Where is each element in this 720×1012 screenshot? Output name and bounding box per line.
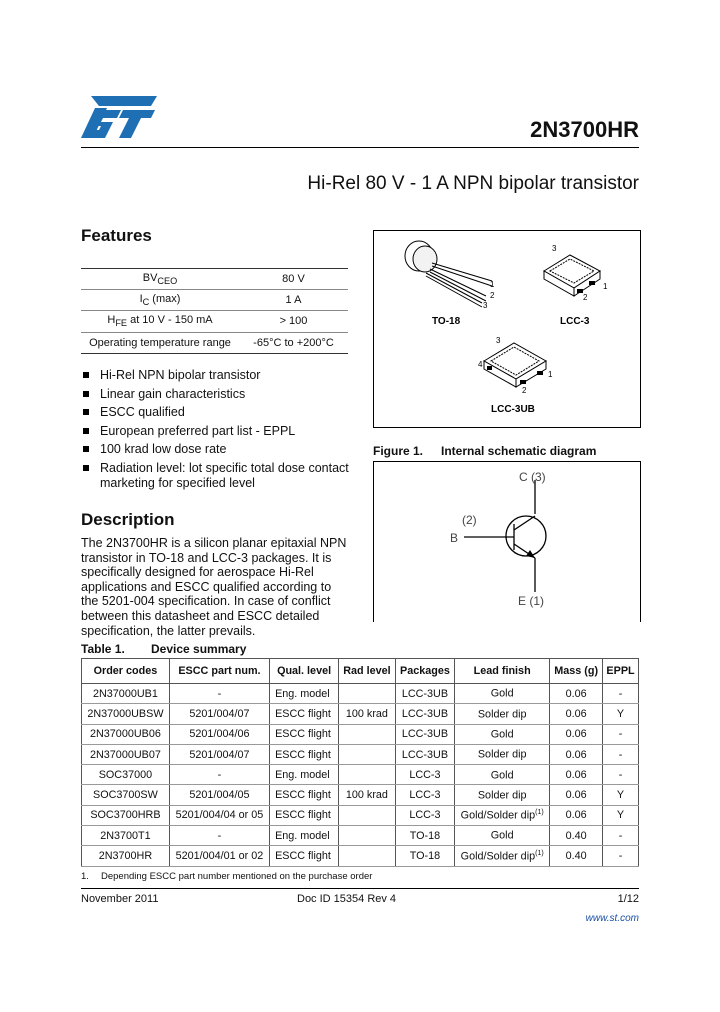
- rad-level-cell: [339, 744, 396, 764]
- lead-finish-cell: Gold: [455, 826, 550, 846]
- mass-cell: 0.06: [550, 724, 603, 744]
- package-cell: LCC-3UB: [395, 704, 454, 724]
- table-row: [82, 805, 639, 825]
- eppl-cell: Y: [603, 704, 639, 724]
- order-code-cell: SOC3700SW: [82, 785, 170, 805]
- lead-finish-cell: Gold/Solder dip$^{(1)}$: [455, 805, 550, 825]
- qual-level-cell: ESCC flight: [270, 846, 339, 866]
- order-code-cell: SOC3700HRB: [82, 805, 170, 825]
- collector-label: C (3): [519, 470, 546, 484]
- features-row: [81, 311, 348, 332]
- rad-level-cell: [339, 684, 396, 704]
- rad-level-cell: [339, 805, 396, 825]
- footer-rule: [81, 888, 639, 889]
- order-code-cell: 2N37000UBSW: [82, 704, 170, 724]
- order-code-cell: 2N37000UB07: [82, 744, 170, 764]
- device-summary-table: [81, 658, 639, 867]
- figure-title: Internal schematic diagram: [441, 444, 597, 458]
- table-row: [82, 684, 639, 704]
- feature-bullet: ESCC qualified: [83, 405, 353, 420]
- description-text: The 2N3700HR is a silicon planar epitaxial NPN transistor in TO-18 and LCC-3 packages. It is specifically designed for aerospace Hi-Rel applications and ESCC qualified according to the 5201-004 specification. In case of conflict between this datasheet and ESCC detailed specification, the latter prevails.: [81, 536, 347, 638]
- rad-level-cell: [339, 846, 396, 866]
- param-cell: $I_C$ (max): [139, 293, 181, 308]
- mass-cell: 0.40: [550, 846, 603, 866]
- mass-cell: 0.06: [550, 785, 603, 805]
- rad-level-cell: [339, 826, 396, 846]
- value-cell: > 100: [279, 315, 308, 328]
- col-escc-part: ESCC part num.: [169, 659, 269, 684]
- table-row: [82, 724, 639, 744]
- col-mass: Mass (g): [550, 659, 603, 684]
- qual-level-cell: ESCC flight: [270, 805, 339, 825]
- col-eppl: EPPL: [603, 659, 639, 684]
- lcc3ub-pin-label: 3: [496, 336, 501, 345]
- part-number-title: 2N3700HR: [530, 117, 639, 142]
- to18-pin-label: 3: [483, 301, 488, 310]
- base-label: B: [450, 531, 459, 545]
- package-cell: LCC-3: [395, 765, 454, 785]
- order-code-cell: 2N3700HR: [82, 846, 170, 866]
- lcc3-package-drawing: [544, 255, 600, 296]
- order-code-cell: 2N3700T1: [82, 826, 170, 846]
- escc-part-cell: -: [169, 765, 269, 785]
- mass-cell: 0.06: [550, 684, 603, 704]
- document-subtitle: Hi-Rel 80 V - 1 A NPN bipolar transistor: [307, 173, 639, 194]
- eppl-cell: -: [603, 684, 639, 704]
- mass-cell: 0.06: [550, 765, 603, 785]
- feature-bullet: Radiation level: lot specific total dose contact marketing for specified level: [83, 461, 353, 490]
- package-cell: LCC-3UB: [395, 744, 454, 764]
- lcc3ub-label: LCC-3UB: [491, 404, 535, 415]
- feature-bullet: European preferred part list - EPPL: [83, 424, 353, 439]
- figure-label: Figure 1.: [373, 444, 424, 458]
- to18-pin-label: 2: [490, 291, 495, 300]
- lead-finish-cell: Gold: [455, 724, 550, 744]
- escc-part-cell: 5201/004/07: [169, 744, 269, 764]
- value-cell: -65°C to +200°C: [253, 336, 334, 349]
- eppl-cell: Y: [603, 805, 639, 825]
- st-logo: [81, 96, 157, 138]
- footer-website-link[interactable]: www.st.com: [585, 913, 639, 924]
- table-footnote: [81, 871, 372, 882]
- order-code-cell: SOC37000: [82, 765, 170, 785]
- footer-page-number: 1/12: [617, 893, 639, 905]
- lcc3ub-pin-label: 4: [478, 360, 483, 369]
- feature-bullet: Hi-Rel NPN bipolar transistor: [83, 368, 353, 383]
- table-title: Device summary: [151, 642, 247, 656]
- feature-bullet: Linear gain characteristics: [83, 387, 353, 402]
- lead-finish-cell: Solder dip: [455, 785, 550, 805]
- escc-part-cell: 5201/004/01 or 02: [169, 846, 269, 866]
- package-cell: LCC-3UB: [395, 684, 454, 704]
- qual-level-cell: Eng. model: [270, 826, 339, 846]
- rad-level-cell: [339, 765, 396, 785]
- package-drawings: [373, 230, 641, 428]
- lead-finish-cell: Gold: [455, 684, 550, 704]
- param-cell: $BV_{CEO}$: [142, 272, 178, 287]
- lcc3-pin-label: 2: [583, 293, 588, 302]
- table-label: Table 1.: [81, 642, 125, 656]
- feature-bullets: [83, 368, 353, 494]
- lead-finish-cell: Gold/Solder dip$^{(1)}$: [455, 846, 550, 866]
- col-lead-finish: Lead finish: [455, 659, 550, 684]
- schematic-diagram: [373, 461, 641, 622]
- param-cell: Operating temperature range: [89, 336, 231, 349]
- package-cell: TO-18: [395, 846, 454, 866]
- footer-date: November 2011: [81, 893, 159, 905]
- footnote-number: 1.: [81, 871, 89, 882]
- footnote-text: Depending ESCC part number mentioned on the purchase order: [101, 871, 373, 882]
- features-row: [81, 269, 348, 290]
- lcc3ub-pin-label: 1: [548, 370, 553, 379]
- package-cell: LCC-3UB: [395, 724, 454, 744]
- table-row: [82, 765, 639, 785]
- footnote-mark: (1): [535, 849, 544, 857]
- table-header-row: [82, 659, 639, 684]
- col-packages: Packages: [395, 659, 454, 684]
- escc-part-cell: -: [169, 684, 269, 704]
- escc-part-cell: 5201/004/05: [169, 785, 269, 805]
- npn-transistor-symbol: [464, 480, 546, 592]
- lcc3ub-package-drawing: [484, 343, 546, 387]
- lcc3-pin-label: 3: [552, 244, 557, 253]
- mass-cell: 0.40: [550, 826, 603, 846]
- value-cell: 80 V: [282, 273, 305, 286]
- lead-finish-cell: Solder dip: [455, 704, 550, 724]
- eppl-cell: -: [603, 826, 639, 846]
- col-rad-level: Rad level: [339, 659, 396, 684]
- lead-finish-cell: Gold: [455, 765, 550, 785]
- qual-level-cell: Eng. model: [270, 765, 339, 785]
- rad-level-cell: 100 krad: [339, 785, 396, 805]
- table-row: [82, 704, 639, 724]
- footnote-mark: (1): [535, 809, 544, 817]
- features-heading: Features: [81, 226, 152, 245]
- table-row: [82, 744, 639, 764]
- base-pin-number: (2): [462, 513, 477, 527]
- eppl-cell: -: [603, 765, 639, 785]
- mass-cell: 0.06: [550, 744, 603, 764]
- escc-part-cell: -: [169, 826, 269, 846]
- table-caption: [81, 642, 246, 656]
- to18-label: TO-18: [432, 316, 461, 327]
- eppl-cell: Y: [603, 785, 639, 805]
- qual-level-cell: Eng. model: [270, 684, 339, 704]
- features-row: [81, 332, 348, 353]
- to18-pin-label: 1: [490, 280, 495, 289]
- col-qual-level: Qual. level: [270, 659, 339, 684]
- param-cell: $H_{FE}$ at 10 V - 150 mA: [107, 314, 213, 329]
- escc-part-cell: 5201/004/06: [169, 724, 269, 744]
- package-cell: LCC-3: [395, 805, 454, 825]
- rad-level-cell: [339, 724, 396, 744]
- package-cell: LCC-3: [395, 785, 454, 805]
- lcc3-pin-label: 1: [603, 282, 608, 291]
- figure-caption: [373, 444, 596, 458]
- rad-level-cell: 100 krad: [339, 704, 396, 724]
- mass-cell: 0.06: [550, 805, 603, 825]
- emitter-label: E (1): [518, 594, 545, 608]
- mass-cell: 0.06: [550, 704, 603, 724]
- eppl-cell: -: [603, 846, 639, 866]
- escc-part-cell: 5201/004/04 or 05: [169, 805, 269, 825]
- feature-bullet: 100 krad low dose rate: [83, 442, 353, 457]
- lead-finish-cell: Solder dip: [455, 744, 550, 764]
- table-row: [82, 785, 639, 805]
- header-rule: [81, 147, 639, 148]
- to18-package-drawing: [405, 241, 492, 307]
- order-code-cell: 2N37000UB1: [82, 684, 170, 704]
- qual-level-cell: ESCC flight: [270, 785, 339, 805]
- lcc3ub-pin-label: 2: [522, 386, 527, 395]
- qual-level-cell: ESCC flight: [270, 704, 339, 724]
- value-cell: 1 A: [285, 294, 302, 307]
- table-row: [82, 826, 639, 846]
- qual-level-cell: ESCC flight: [270, 724, 339, 744]
- escc-part-cell: 5201/004/07: [169, 704, 269, 724]
- table-row: [82, 846, 639, 866]
- lcc3-label: LCC-3: [560, 316, 590, 327]
- eppl-cell: -: [603, 744, 639, 764]
- qual-level-cell: ESCC flight: [270, 744, 339, 764]
- order-code-cell: 2N37000UB06: [82, 724, 170, 744]
- features-table: [81, 268, 348, 354]
- col-order-codes: Order codes: [82, 659, 170, 684]
- footer-doc-id: Doc ID 15354 Rev 4: [297, 893, 397, 905]
- description-heading: Description: [81, 510, 175, 529]
- eppl-cell: -: [603, 724, 639, 744]
- features-row: [81, 290, 348, 311]
- package-cell: TO-18: [395, 826, 454, 846]
